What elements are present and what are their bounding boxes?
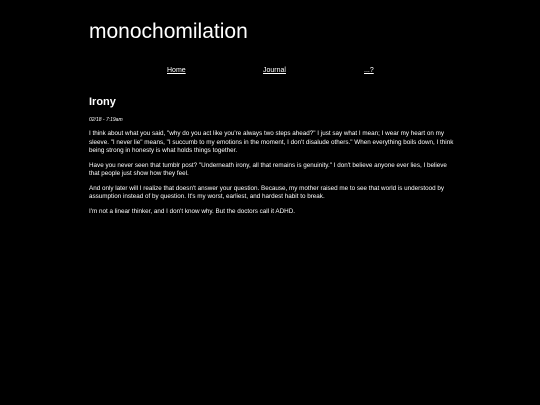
site-title: monochomilation bbox=[89, 20, 248, 43]
nav-link-journal[interactable]: Journal bbox=[263, 67, 286, 74]
post-title: Irony bbox=[89, 96, 116, 108]
main-nav bbox=[0, 66, 540, 78]
journal-post bbox=[89, 94, 454, 222]
nav-link-more[interactable]: ...? bbox=[364, 67, 374, 74]
post-date: 02/18 - 7:19am bbox=[89, 117, 123, 123]
post-paragraph: And only later will I realize that doesn't answer your question. Because, my mother raised me to see that world is understood by assumption instead of by question. It's my worst, earliest, and hardest habit to break. bbox=[89, 184, 445, 200]
post-paragraph: Have you never seen that tumblr post? "Underneath irony, all that remains is genuinity." I don't believe anyone ever lies, I believe that people just show how they feel. bbox=[89, 161, 447, 177]
post-paragraph: I'm not a linear thinker, and I don't know why. But the doctors call it ADHD. bbox=[89, 207, 295, 215]
nav-link-home[interactable]: Home bbox=[167, 67, 186, 74]
post-body bbox=[89, 130, 454, 216]
post-paragraph: I think about what you said, "why do you act like you're always two steps ahead?" I just say what I mean; I wear my heart on my sleeve. "I never lie" means, "I succumb to my emotions in the moment, I don't disalude others." When everything boils down, I think being strong in honesty is what holds things together. bbox=[89, 130, 454, 154]
